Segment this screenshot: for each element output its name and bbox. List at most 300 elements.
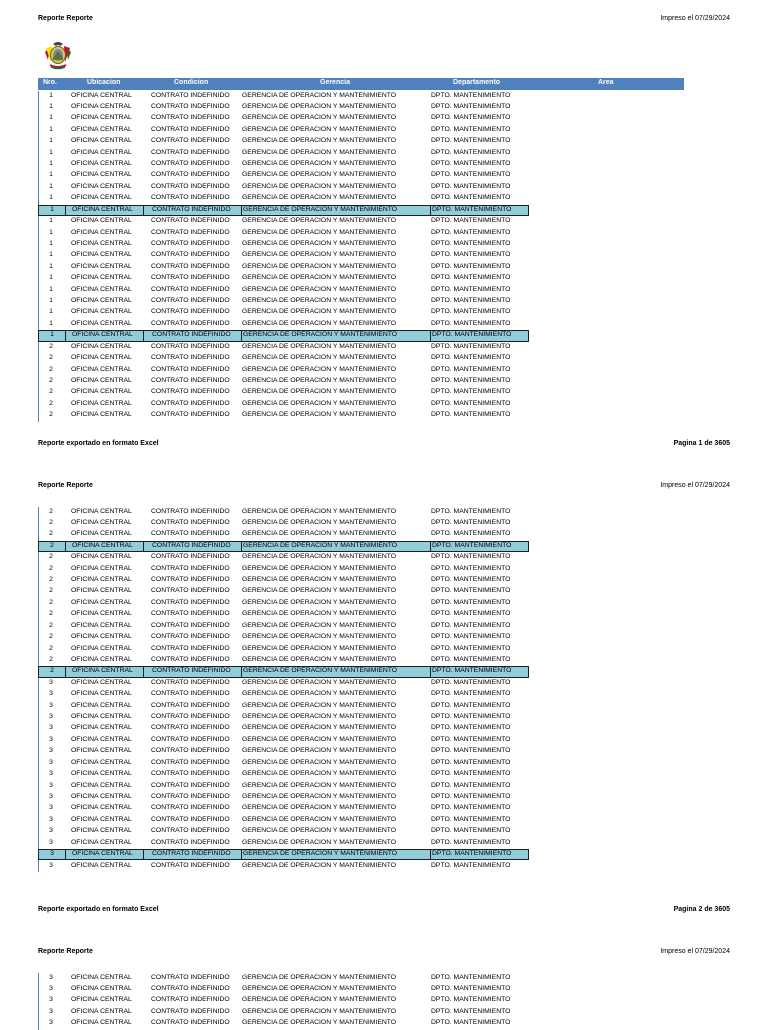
cell-divider <box>241 206 242 215</box>
cell-nro: 2 <box>49 598 53 606</box>
cell-condicion: CONTRATO INDEFINIDO <box>151 137 230 145</box>
report-title: Reporte Reporte <box>38 482 93 489</box>
table-row <box>38 735 529 746</box>
cell-condicion: CONTRATO INDEFINIDO <box>151 388 230 396</box>
table-row <box>38 632 529 643</box>
cell-ubicacion: OFICINA CENTRAL <box>71 564 132 572</box>
cell-ubicacion: OFICINA CENTRAL <box>71 217 132 225</box>
cell-departamento: DPTO. MANTENIMIENTO <box>431 518 511 526</box>
cell-gerencia: GERENCIA DE OPERACION Y MANTENIMIENTO <box>243 331 398 339</box>
cell-nro: 2 <box>49 411 53 419</box>
cell-ubicacion: OFICINA CENTRAL <box>71 587 132 595</box>
table-row <box>38 250 529 261</box>
cell-condicion: CONTRATO INDEFINIDO <box>151 507 230 515</box>
cell-gerencia: GERENCIA DE OPERACION Y MANTENIMIENTO <box>242 644 397 652</box>
cell-departamento: DPTO. MANTENIMIENTO <box>431 984 511 992</box>
cell-gerencia: GERENCIA DE OPERACION Y MANTENIMIENTO <box>242 182 397 190</box>
cell-divider <box>241 542 242 551</box>
cell-gerencia: GERENCIA DE OPERACION Y MANTENIMIENTO <box>242 598 397 606</box>
cell-departamento: DPTO. MANTENIMIENTO <box>431 996 511 1004</box>
cell-nro: 3 <box>49 713 53 721</box>
cell-condicion: CONTRATO INDEFINIDO <box>151 377 230 384</box>
cell-nro: 3 <box>49 690 53 698</box>
cell-gerencia: GERENCIA DE OPERACION Y MANTENIMIENTO <box>242 399 397 407</box>
cell-departamento: DPTO. MANTENIMIENTO <box>431 655 511 663</box>
cell-departamento: DPTO. MANTENIMIENTO <box>431 354 511 362</box>
cell-nro: 3 <box>49 861 53 869</box>
cell-condicion: CONTRATO INDEFINIDO <box>151 148 230 156</box>
table-row <box>38 712 529 723</box>
cell-departamento: DPTO. MANTENIMIENTO <box>431 553 511 561</box>
cell-nro: 2 <box>49 530 53 538</box>
cell-nro: 1 <box>50 331 54 339</box>
cell-ubicacion: OFICINA CENTRAL <box>71 827 132 835</box>
cell-condicion: CONTRATO INDEFINIDO <box>151 160 230 168</box>
table-row <box>38 193 529 204</box>
cell-departamento: DPTO. MANTENIMIENTO <box>431 285 511 293</box>
cell-nro: 1 <box>49 182 53 190</box>
cell-divider <box>65 850 66 859</box>
cell-gerencia: GERENCIA DE OPERACION Y MANTENIMIENTO <box>242 553 397 561</box>
table-row <box>38 296 529 307</box>
cell-departamento: DPTO. MANTENIMIENTO <box>431 747 511 755</box>
cell-gerencia: GERENCIA DE OPERACION Y MANTENIMIENTO <box>242 827 397 835</box>
cell-condicion: CONTRATO INDEFINIDO <box>151 228 230 236</box>
cell-divider <box>241 850 242 859</box>
cell-departamento: DPTO. MANTENIMIENTO <box>431 758 511 766</box>
cell-nro: 3 <box>49 984 53 992</box>
cell-condicion: CONTRATO INDEFINIDO <box>151 182 230 190</box>
cell-gerencia: GERENCIA DE OPERACION Y MANTENIMIENTO <box>242 576 397 584</box>
cell-gerencia: GERENCIA DE OPERACION Y MANTENIMIENTO <box>242 125 397 133</box>
table-row <box>38 307 529 318</box>
table-row <box>38 621 529 632</box>
cell-condicion: CONTRATO INDEFINIDO <box>151 91 230 99</box>
cell-gerencia: GERENCIA DE OPERACION Y MANTENIMIENTO <box>242 148 397 156</box>
cell-nro: 1 <box>49 114 53 122</box>
cell-ubicacion: OFICINA CENTRAL <box>71 148 132 156</box>
cell-gerencia: GERENCIA DE OPERACION Y MANTENIMIENTO <box>242 655 397 663</box>
cell-nro: 3 <box>50 850 54 858</box>
column-header-ubicacion: Ubicacion <box>87 79 121 86</box>
cell-ubicacion: OFICINA CENTRAL <box>71 690 132 698</box>
cell-gerencia: GERENCIA DE OPERACION Y MANTENIMIENTO <box>242 388 397 396</box>
cell-departamento: DPTO. MANTENIMIENTO <box>431 827 511 835</box>
cell-condicion: CONTRATO INDEFINIDO <box>151 553 230 561</box>
cell-nro: 2 <box>49 576 53 584</box>
cell-nro: 3 <box>49 758 53 766</box>
cell-condicion: CONTRATO INDEFINIDO <box>152 331 231 339</box>
cell-divider <box>241 331 242 340</box>
cell-condicion: CONTRATO INDEFINIDO <box>151 770 230 778</box>
cell-nro: 1 <box>50 205 54 213</box>
table-row <box>38 399 529 410</box>
cell-gerencia: GERENCIA DE OPERACION Y MANTENIMIENTO <box>243 850 398 858</box>
cell-ubicacion: OFICINA CENTRAL <box>71 1019 132 1027</box>
cell-departamento: DPTO. MANTENIMIENTO <box>431 678 511 686</box>
cell-gerencia: GERENCIA DE OPERACION Y MANTENIMIENTO <box>242 747 397 755</box>
cell-departamento: DPTO. MANTENIMIENTO <box>432 331 512 339</box>
cell-divider <box>143 206 144 215</box>
cell-ubicacion: OFICINA CENTRAL <box>72 205 133 213</box>
cell-condicion: CONTRATO INDEFINIDO <box>151 747 230 755</box>
cell-condicion: CONTRATO INDEFINIDO <box>151 114 230 122</box>
column-header-condicion: Condicion <box>174 79 209 86</box>
cell-departamento: DPTO. MANTENIMIENTO <box>431 399 511 407</box>
printed-date: Impreso el 07/29/2024 <box>660 482 730 489</box>
cell-departamento: DPTO. MANTENIMIENTO <box>431 114 511 122</box>
cell-departamento: DPTO. MANTENIMIENTO <box>431 598 511 606</box>
cell-nro: 1 <box>49 102 53 110</box>
cell-divider <box>143 850 144 859</box>
table-row-highlighted <box>38 849 529 860</box>
cell-condicion: CONTRATO INDEFINIDO <box>151 319 230 327</box>
cell-ubicacion: OFICINA CENTRAL <box>71 182 132 190</box>
cell-gerencia: GERENCIA DE OPERACION Y MANTENIMIENTO <box>242 308 397 316</box>
cell-nro: 3 <box>49 1007 53 1015</box>
cell-gerencia: GERENCIA DE OPERACION Y MANTENIMIENTO <box>242 228 397 236</box>
table-row-highlighted <box>38 666 529 677</box>
cell-departamento: DPTO. MANTENIMIENTO <box>432 541 512 549</box>
cell-nro: 1 <box>49 285 53 293</box>
cell-gerencia: GERENCIA DE OPERACION Y MANTENIMIENTO <box>242 171 397 179</box>
table-row <box>38 365 529 376</box>
cell-departamento: DPTO. MANTENIMIENTO <box>431 194 511 202</box>
cell-nro: 3 <box>49 804 53 812</box>
cell-nro: 1 <box>49 137 53 145</box>
table-row <box>38 125 529 136</box>
table-row <box>38 723 529 734</box>
cell-gerencia: GERENCIA DE OPERACION Y MANTENIMIENTO <box>242 1007 397 1015</box>
cell-condicion: CONTRATO INDEFINIDO <box>151 678 230 686</box>
table-row <box>38 507 529 518</box>
cell-gerencia: GERENCIA DE OPERACION Y MANTENIMIENTO <box>242 365 397 373</box>
cell-departamento: DPTO. MANTENIMIENTO <box>431 308 511 316</box>
cell-nro: 3 <box>49 770 53 778</box>
cell-ubicacion: OFICINA CENTRAL <box>71 781 132 789</box>
cell-nro: 2 <box>49 621 53 629</box>
cell-condicion: CONTRATO INDEFINIDO <box>151 411 230 419</box>
cell-nro: 3 <box>49 781 53 789</box>
cell-nro: 2 <box>49 342 53 350</box>
cell-gerencia: GERENCIA DE OPERACION Y MANTENIMIENTO <box>242 610 397 618</box>
table-row <box>38 159 529 170</box>
cell-gerencia: GERENCIA DE OPERACION Y MANTENIMIENTO <box>242 251 397 259</box>
cell-condicion: CONTRATO INDEFINIDO <box>152 541 231 549</box>
cell-departamento: DPTO. MANTENIMIENTO <box>431 804 511 812</box>
cell-ubicacion: OFICINA CENTRAL <box>71 770 132 778</box>
cell-gerencia: GERENCIA DE OPERACION Y MANTENIMIENTO <box>242 587 397 595</box>
cell-gerencia: GERENCIA DE OPERACION Y MANTENIMIENTO <box>242 239 397 247</box>
table-row <box>38 803 529 814</box>
cell-ubicacion: OFICINA CENTRAL <box>71 262 132 270</box>
page-number: Pagina 2 de 3605 <box>673 906 730 913</box>
cell-condicion: CONTRATO INDEFINIDO <box>151 399 230 407</box>
cell-ubicacion: OFICINA CENTRAL <box>71 793 132 800</box>
cell-ubicacion: OFICINA CENTRAL <box>71 758 132 766</box>
cell-divider <box>65 331 66 340</box>
table-row <box>38 410 529 421</box>
table-row <box>38 529 529 540</box>
cell-ubicacion: OFICINA CENTRAL <box>71 507 132 515</box>
table-row <box>38 182 529 193</box>
cell-divider <box>430 206 431 215</box>
cell-ubicacion: OFICINA CENTRAL <box>71 377 132 384</box>
cell-nro: 2 <box>49 399 53 407</box>
cell-nro: 1 <box>49 91 53 99</box>
cell-condicion: CONTRATO INDEFINIDO <box>151 610 230 618</box>
cell-gerencia: GERENCIA DE OPERACION Y MANTENIMIENTO <box>242 690 397 698</box>
cell-condicion: CONTRATO INDEFINIDO <box>151 827 230 835</box>
column-header-departamento: Departamento <box>453 79 501 86</box>
cell-condicion: CONTRATO INDEFINIDO <box>152 205 231 213</box>
table-row <box>38 598 529 609</box>
cell-nro: 1 <box>49 217 53 225</box>
cell-gerencia: GERENCIA DE OPERACION Y MANTENIMIENTO <box>242 621 397 629</box>
cell-condicion: CONTRATO INDEFINIDO <box>151 239 230 247</box>
cell-departamento: DPTO. MANTENIMIENTO <box>431 239 511 247</box>
cell-divider <box>65 542 66 551</box>
cell-ubicacion: OFICINA CENTRAL <box>71 91 132 99</box>
cell-condicion: CONTRATO INDEFINIDO <box>151 973 230 981</box>
cell-condicion: CONTRATO INDEFINIDO <box>152 667 231 675</box>
cell-ubicacion: OFICINA CENTRAL <box>71 724 132 732</box>
cell-nro: 2 <box>50 541 54 549</box>
cell-condicion: CONTRATO INDEFINIDO <box>151 735 230 743</box>
cell-condicion: CONTRATO INDEFINIDO <box>151 781 230 789</box>
cell-divider <box>143 667 144 676</box>
cell-gerencia: GERENCIA DE OPERACION Y MANTENIMIENTO <box>242 91 397 99</box>
cell-departamento: DPTO. MANTENIMIENTO <box>431 724 511 732</box>
cell-ubicacion: OFICINA CENTRAL <box>71 815 132 823</box>
table-header <box>38 78 684 90</box>
cell-condicion: CONTRATO INDEFINIDO <box>151 758 230 766</box>
cell-departamento: DPTO. MANTENIMIENTO <box>431 1019 511 1027</box>
cell-departamento: DPTO. MANTENIMIENTO <box>431 377 511 384</box>
cell-condicion: CONTRATO INDEFINIDO <box>151 576 230 584</box>
cell-condicion: CONTRATO INDEFINIDO <box>151 1019 230 1027</box>
cell-ubicacion: OFICINA CENTRAL <box>71 102 132 110</box>
cell-nro: 2 <box>49 553 53 561</box>
cell-nro: 2 <box>49 388 53 396</box>
table-row <box>38 552 529 563</box>
cell-condicion: CONTRATO INDEFINIDO <box>151 804 230 812</box>
table-row <box>38 170 529 181</box>
cell-ubicacion: OFICINA CENTRAL <box>71 228 132 236</box>
cell-condicion: CONTRATO INDEFINIDO <box>151 308 230 316</box>
cell-gerencia: GERENCIA DE OPERACION Y MANTENIMIENTO <box>242 804 397 812</box>
cell-ubicacion: OFICINA CENTRAL <box>71 678 132 686</box>
printed-date: Impreso el 07/29/2024 <box>660 15 730 22</box>
cell-departamento: DPTO. MANTENIMIENTO <box>431 576 511 584</box>
cell-ubicacion: OFICINA CENTRAL <box>71 125 132 133</box>
cell-nro: 2 <box>49 644 53 652</box>
cell-departamento: DPTO. MANTENIMIENTO <box>431 610 511 618</box>
cell-gerencia: GERENCIA DE OPERACION Y MANTENIMIENTO <box>242 319 397 327</box>
printed-date: Impreso el 07/29/2024 <box>660 948 730 955</box>
cell-departamento: DPTO. MANTENIMIENTO <box>431 251 511 259</box>
cell-condicion: CONTRATO INDEFINIDO <box>151 644 230 652</box>
cell-departamento: DPTO. MANTENIMIENTO <box>431 690 511 698</box>
cell-condicion: CONTRATO INDEFINIDO <box>151 984 230 992</box>
cell-condicion: CONTRATO INDEFINIDO <box>151 861 230 869</box>
table-row <box>38 91 529 102</box>
cell-divider <box>430 850 431 859</box>
cell-condicion: CONTRATO INDEFINIDO <box>151 530 230 538</box>
table-row <box>38 285 529 296</box>
table-row <box>38 319 529 330</box>
cell-nro: 2 <box>49 655 53 663</box>
cell-gerencia: GERENCIA DE OPERACION Y MANTENIMIENTO <box>242 713 397 721</box>
table-row <box>38 984 529 995</box>
cell-condicion: CONTRATO INDEFINIDO <box>151 564 230 572</box>
cell-nro: 2 <box>49 354 53 362</box>
table-row <box>38 815 529 826</box>
table-row <box>38 838 529 849</box>
cell-departamento: DPTO. MANTENIMIENTO <box>431 388 511 396</box>
table-row <box>38 689 529 700</box>
table-row <box>38 758 529 769</box>
page-number: Pagina 1 de 3605 <box>673 440 730 447</box>
cell-ubicacion: OFICINA CENTRAL <box>71 171 132 179</box>
cell-gerencia: GERENCIA DE OPERACION Y MANTENIMIENTO <box>242 354 397 362</box>
cell-nro: 3 <box>49 724 53 732</box>
cell-departamento: DPTO. MANTENIMIENTO <box>431 701 511 709</box>
cell-departamento: DPTO. MANTENIMIENTO <box>431 365 511 373</box>
table-row <box>38 216 529 227</box>
cell-ubicacion: OFICINA CENTRAL <box>71 297 132 305</box>
cell-nro: 1 <box>49 125 53 133</box>
cell-gerencia: GERENCIA DE OPERACION Y MANTENIMIENTO <box>242 297 397 305</box>
cell-nro: 1 <box>49 262 53 270</box>
cell-ubicacion: OFICINA CENTRAL <box>71 655 132 663</box>
cell-condicion: CONTRATO INDEFINIDO <box>151 297 230 305</box>
cell-gerencia: GERENCIA DE OPERACION Y MANTENIMIENTO <box>242 217 397 225</box>
cell-ubicacion: OFICINA CENTRAL <box>71 553 132 561</box>
cell-nro: 1 <box>49 319 53 327</box>
cell-condicion: CONTRATO INDEFINIDO <box>151 633 230 641</box>
cell-departamento: DPTO. MANTENIMIENTO <box>431 633 511 641</box>
cell-departamento: DPTO. MANTENIMIENTO <box>431 125 511 133</box>
cell-nro: 2 <box>49 633 53 641</box>
cell-nro: 3 <box>49 735 53 743</box>
table-row <box>38 586 529 597</box>
cell-departamento: DPTO. MANTENIMIENTO <box>431 228 511 236</box>
cell-gerencia: GERENCIA DE OPERACION Y MANTENIMIENTO <box>242 793 397 800</box>
table-row <box>38 148 529 159</box>
cell-nro: 1 <box>49 239 53 247</box>
cell-departamento: DPTO. MANTENIMIENTO <box>432 667 512 675</box>
cell-departamento: DPTO. MANTENIMIENTO <box>431 102 511 110</box>
cell-departamento: DPTO. MANTENIMIENTO <box>431 507 511 515</box>
cell-ubicacion: OFICINA CENTRAL <box>71 137 132 145</box>
column-header-area: Area <box>598 79 614 86</box>
footer-export-note: Reporte exportado en formato Excel <box>38 906 159 913</box>
cell-ubicacion: OFICINA CENTRAL <box>71 342 132 350</box>
cell-condicion: CONTRATO INDEFINIDO <box>151 655 230 663</box>
cell-gerencia: GERENCIA DE OPERACION Y MANTENIMIENTO <box>242 102 397 110</box>
cell-ubicacion: OFICINA CENTRAL <box>71 194 132 202</box>
table-row <box>38 861 529 872</box>
table-row <box>38 609 529 620</box>
cell-ubicacion: OFICINA CENTRAL <box>71 411 132 419</box>
cell-nro: 1 <box>49 308 53 316</box>
cell-departamento: DPTO. MANTENIMIENTO <box>432 205 512 213</box>
cell-ubicacion: OFICINA CENTRAL <box>71 804 132 812</box>
table-row <box>38 273 529 284</box>
cell-nro: 2 <box>49 365 53 373</box>
cell-ubicacion: OFICINA CENTRAL <box>72 667 133 675</box>
cell-departamento: DPTO. MANTENIMIENTO <box>431 770 511 778</box>
cell-ubicacion: OFICINA CENTRAL <box>71 114 132 122</box>
cell-gerencia: GERENCIA DE OPERACION Y MANTENIMIENTO <box>243 541 398 549</box>
cell-nro: 2 <box>49 610 53 618</box>
cell-departamento: DPTO. MANTENIMIENTO <box>432 850 512 858</box>
table-row <box>38 973 529 984</box>
table-row <box>38 564 529 575</box>
cell-gerencia: GERENCIA DE OPERACION Y MANTENIMIENTO <box>242 781 397 789</box>
cell-ubicacion: OFICINA CENTRAL <box>71 644 132 652</box>
cell-condicion: CONTRATO INDEFINIDO <box>151 274 230 282</box>
cell-gerencia: GERENCIA DE OPERACION Y MANTENIMIENTO <box>242 411 397 419</box>
cell-departamento: DPTO. MANTENIMIENTO <box>431 1007 511 1015</box>
cell-condicion: CONTRATO INDEFINIDO <box>151 815 230 823</box>
cell-gerencia: GERENCIA DE OPERACION Y MANTENIMIENTO <box>242 996 397 1004</box>
cell-ubicacion: OFICINA CENTRAL <box>71 365 132 373</box>
cell-gerencia: GERENCIA DE OPERACION Y MANTENIMIENTO <box>242 518 397 526</box>
cell-departamento: DPTO. MANTENIMIENTO <box>431 861 511 869</box>
cell-gerencia: GERENCIA DE OPERACION Y MANTENIMIENTO <box>242 285 397 293</box>
cell-condicion: CONTRATO INDEFINIDO <box>151 354 230 362</box>
cell-gerencia: GERENCIA DE OPERACION Y MANTENIMIENTO <box>242 701 397 709</box>
cell-nro: 2 <box>49 518 53 526</box>
cell-condicion: CONTRATO INDEFINIDO <box>151 690 230 698</box>
cell-gerencia: GERENCIA DE OPERACION Y MANTENIMIENTO <box>242 815 397 823</box>
cell-condicion: CONTRATO INDEFINIDO <box>151 365 230 373</box>
cell-nro: 3 <box>49 996 53 1004</box>
column-header-gerencia: Gerencia <box>320 79 350 86</box>
cell-ubicacion: OFICINA CENTRAL <box>71 633 132 641</box>
cell-ubicacion: OFICINA CENTRAL <box>71 984 132 992</box>
cell-ubicacion: OFICINA CENTRAL <box>71 973 132 981</box>
cell-ubicacion: OFICINA CENTRAL <box>71 530 132 538</box>
cell-condicion: CONTRATO INDEFINIDO <box>151 342 230 350</box>
cell-gerencia: GERENCIA DE OPERACION Y MANTENIMIENTO <box>242 342 397 350</box>
cell-condicion: CONTRATO INDEFINIDO <box>152 850 231 858</box>
cell-departamento: DPTO. MANTENIMIENTO <box>431 342 511 350</box>
cell-ubicacion: OFICINA CENTRAL <box>71 598 132 606</box>
table-row-highlighted <box>38 205 529 216</box>
cell-departamento: DPTO. MANTENIMIENTO <box>431 621 511 629</box>
cell-condicion: CONTRATO INDEFINIDO <box>151 217 230 225</box>
cell-departamento: DPTO. MANTENIMIENTO <box>431 815 511 823</box>
cell-nro: 2 <box>49 564 53 572</box>
cell-gerencia: GERENCIA DE OPERACION Y MANTENIMIENTO <box>242 377 397 384</box>
cell-condicion: CONTRATO INDEFINIDO <box>151 598 230 606</box>
cell-condicion: CONTRATO INDEFINIDO <box>151 621 230 629</box>
cell-condicion: CONTRATO INDEFINIDO <box>151 194 230 202</box>
cell-departamento: DPTO. MANTENIMIENTO <box>431 262 511 270</box>
cell-gerencia: GERENCIA DE OPERACION Y MANTENIMIENTO <box>242 1019 397 1027</box>
cell-gerencia: GERENCIA DE OPERACION Y MANTENIMIENTO <box>242 861 397 869</box>
cell-divider <box>430 542 431 551</box>
cell-nro: 1 <box>49 251 53 259</box>
cell-condicion: CONTRATO INDEFINIDO <box>151 793 230 800</box>
table-row <box>38 376 529 387</box>
cell-departamento: DPTO. MANTENIMIENTO <box>431 319 511 327</box>
cell-gerencia: GERENCIA DE OPERACION Y MANTENIMIENTO <box>242 678 397 686</box>
table-row <box>38 701 529 712</box>
